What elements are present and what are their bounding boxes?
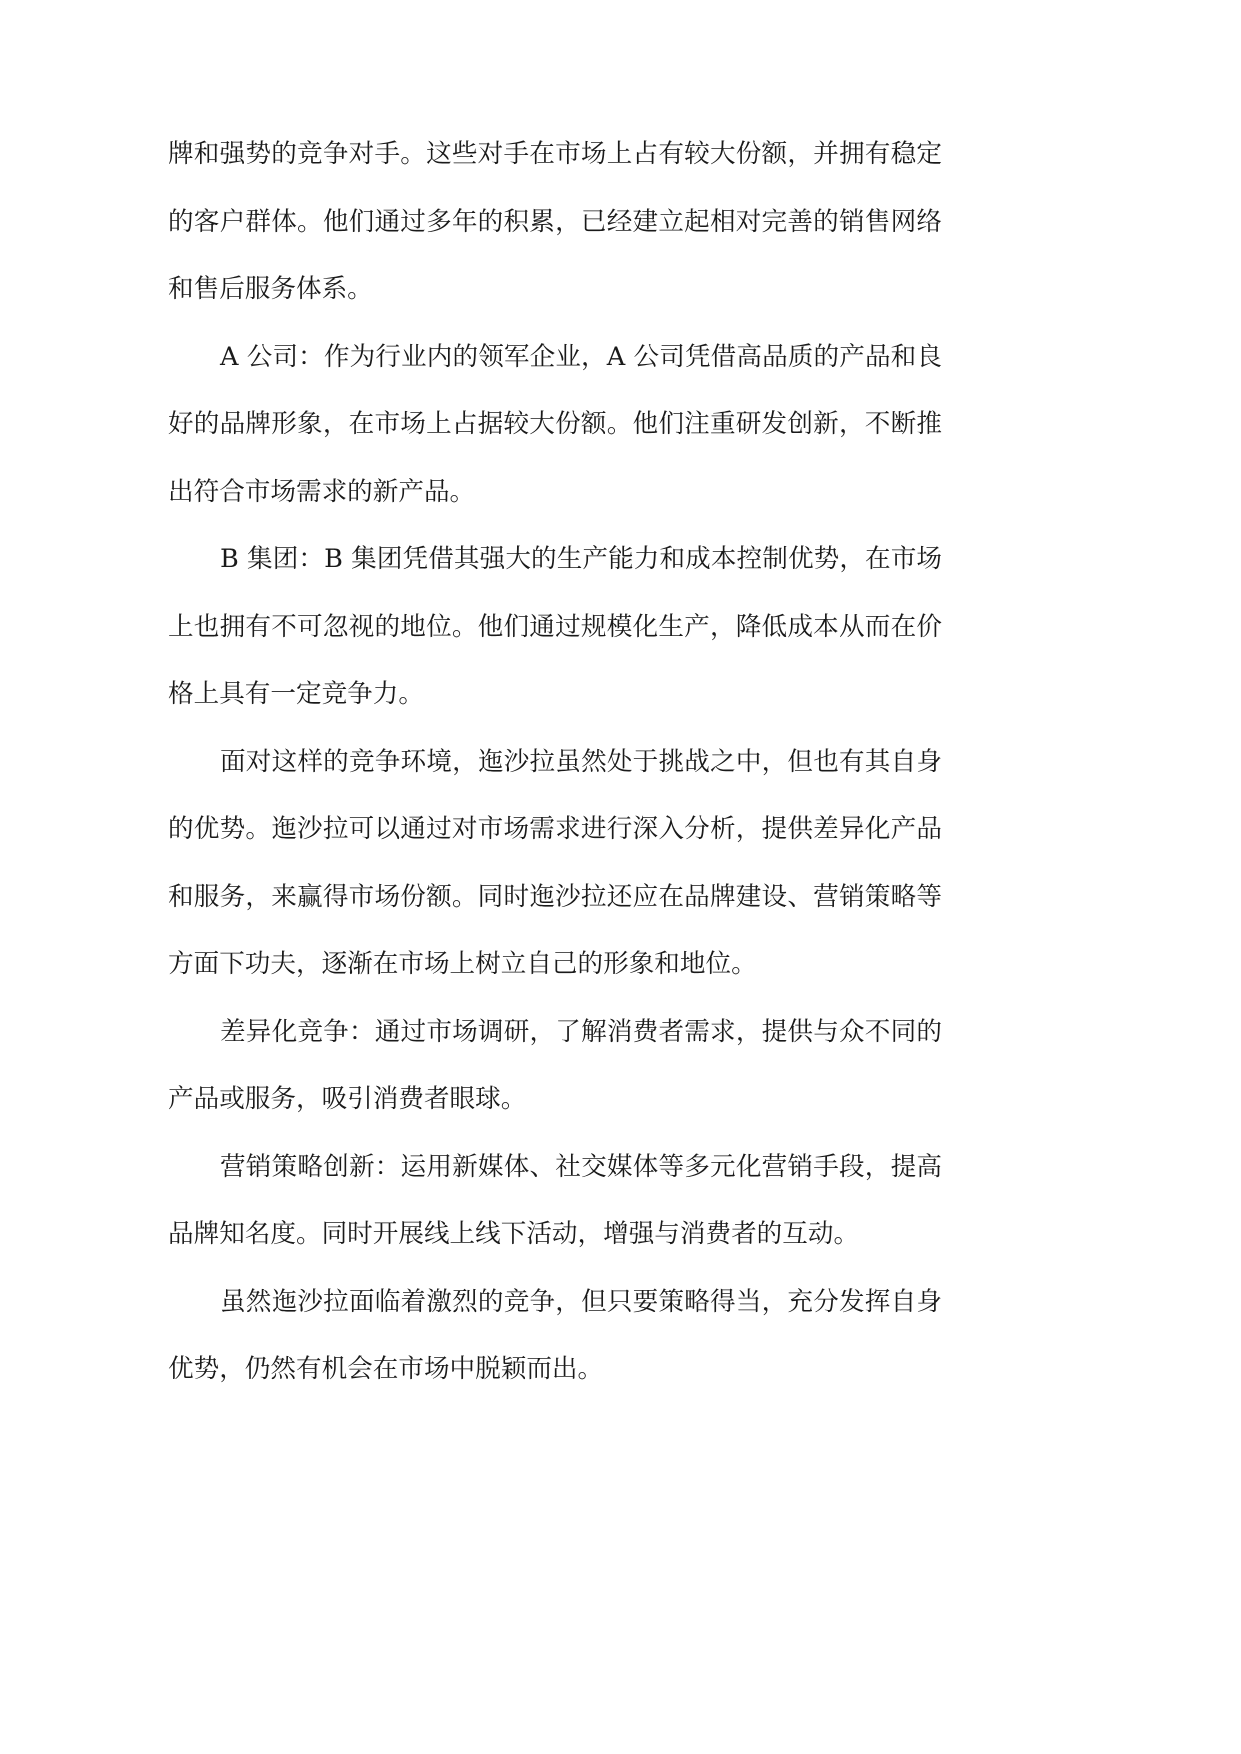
paragraph: [168, 526, 942, 729]
paragraph-line: 上也拥有不可忽视的地位。他们通过规模化生产，降低成本从而在价: [168, 611, 942, 642]
paragraph-line: 牌和强势的竞争对手。这些对手在市场上占有较大份额，并拥有稳定: [168, 139, 942, 169]
paragraph-line: 面对这样的竞争环境，迤沙拉虽然处于挑战之中，但也有其自身: [220, 746, 942, 777]
paragraph: [168, 324, 942, 527]
paragraph: [168, 121, 942, 324]
paragraph-line: 和售后服务体系。: [168, 274, 373, 304]
paragraph-line: 营销策略创新：运用新媒体、社交媒体等多元化营销手段，提高: [220, 1151, 942, 1182]
paragraph-line: 的优势。迤沙拉可以通过对市场需求进行深入分析，提供差异化产品: [168, 814, 942, 844]
paragraph: [168, 999, 942, 1134]
paragraph-line: A 公司：作为行业内的领军企业，A 公司凭借高品质的产品和良: [220, 341, 942, 372]
paragraph-line: 的客户群体。他们通过多年的积累，已经建立起相对完善的销售网络: [168, 206, 942, 237]
paragraph-line: 品牌知名度。同时开展线上线下活动，增强与消费者的互动。: [168, 1219, 860, 1249]
paragraph-line: 产品或服务，吸引消费者眼球。: [168, 1084, 527, 1114]
paragraph-line: 好的品牌形象，在市场上占据较大份额。他们注重研发创新，不断推: [168, 409, 942, 439]
paragraph: [168, 729, 942, 999]
paragraph-line: 差异化竞争：通过市场调研，了解消费者需求，提供与众不同的: [220, 1016, 942, 1047]
paragraph: [168, 1134, 942, 1269]
paragraph-line: 格上具有一定竞争力。: [168, 679, 424, 709]
paragraph-line: B 集团：B 集团凭借其强大的生产能力和成本控制优势，在市场: [220, 544, 942, 574]
paragraph-line: 方面下功夫，逐渐在市场上树立自己的形象和地位。: [168, 949, 757, 979]
paragraph: [168, 1269, 942, 1404]
document-page: [168, 121, 942, 1404]
paragraph-line: 优势，仍然有机会在市场中脱颖而出。: [168, 1354, 604, 1384]
paragraph-line: 出符合市场需求的新产品。: [168, 476, 476, 507]
paragraph-line: 和服务，来赢得市场份额。同时迤沙拉还应在品牌建设、营销策略等: [168, 881, 942, 912]
paragraph-line: 虽然迤沙拉面临着激烈的竞争，但只要策略得当，充分发挥自身: [220, 1286, 942, 1317]
